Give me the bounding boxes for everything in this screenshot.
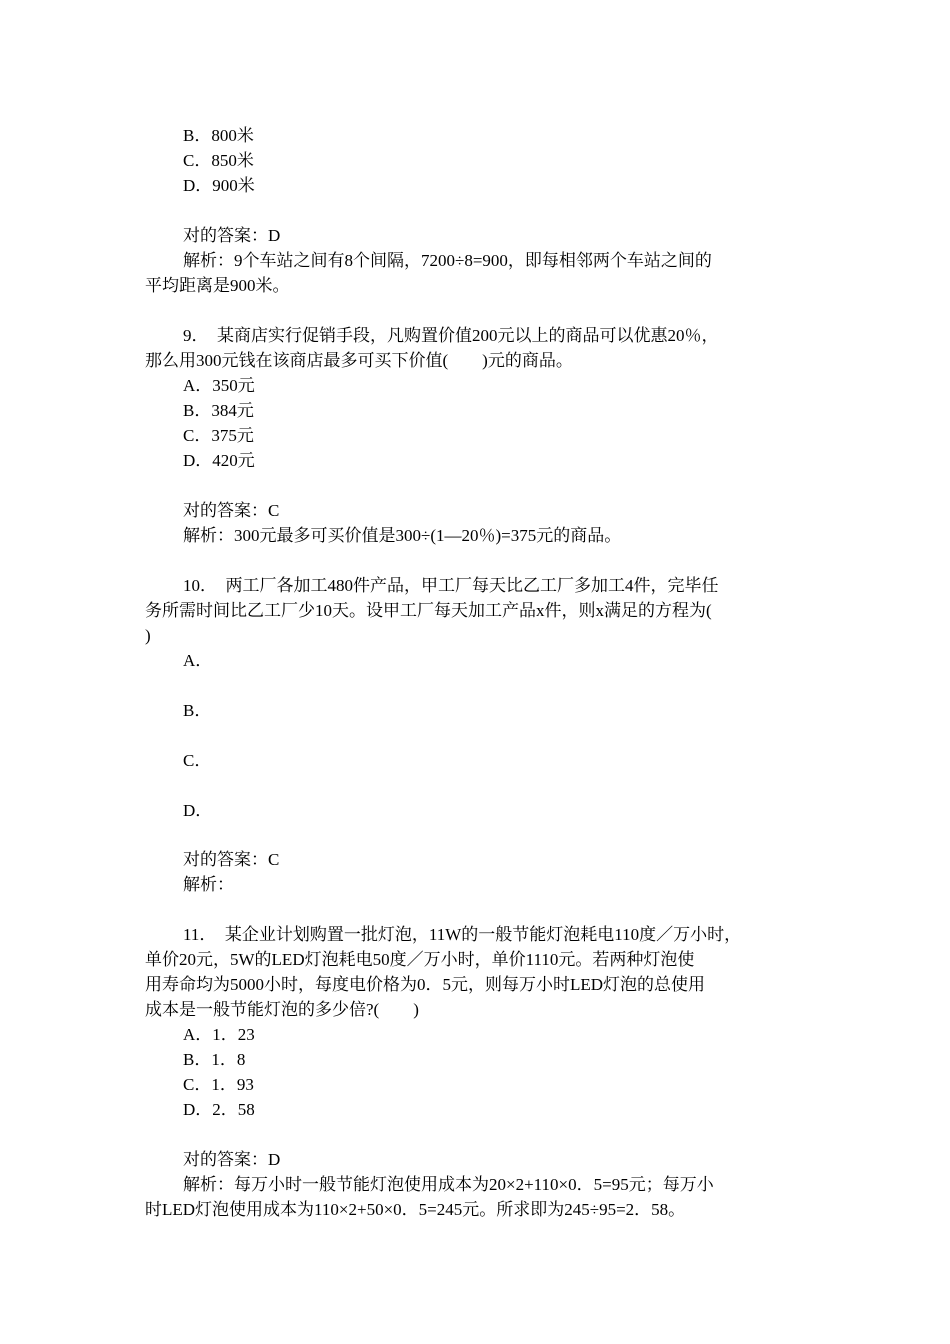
q10-option-b: B． (183, 701, 212, 720)
q10-option-d: D． (183, 801, 213, 820)
q8-option-d: D．900米 (183, 176, 255, 195)
q11-analysis-line-2: 时LED灯泡使用成本为110×2+50×0．5=245元。所求即为245÷95=2．58。 (145, 1200, 686, 1219)
q9-option-b: B．384元 (183, 401, 254, 420)
q9-stem-line-2: 那么用300元钱在该商店最多可买下价值( )元的商品。 (145, 351, 573, 370)
q10-stem-line-3: ) (145, 626, 151, 645)
q9-option-a: A．350元 (183, 376, 255, 395)
q8-answer: 对的答案：D (183, 226, 281, 245)
q9-analysis: 解析：300元最多可买价值是300÷(1—20％)=375元的商品。 (183, 526, 622, 545)
q10-option-c: C． (183, 751, 212, 770)
q11-stem-line-1: 11． 某企业计划购置一批灯泡，11W的一般节能灯泡耗电110度／万小时， (183, 925, 742, 944)
q11-stem-line-2: 单价20元，5W的LED灯泡耗电50度／万小时，单价1110元。若两种灯泡使 (145, 950, 695, 969)
q8-analysis-line-1: 解析：9个车站之间有8个间隔，7200÷8=900，即每相邻两个车站之间的 (183, 251, 712, 270)
q9-stem-line-1: 9． 某商店实行促销手段，凡购置价值200元以上的商品可以优惠20％， (183, 326, 719, 345)
q8-option-c: C．850米 (183, 151, 254, 170)
q11-answer: 对的答案：D (183, 1150, 281, 1169)
q11-stem-line-4: 成本是一般节能灯泡的多少倍?( ) (145, 1000, 419, 1019)
q9-option-d: D．420元 (183, 451, 255, 470)
q11-option-b: B．1．8 (183, 1050, 246, 1069)
q10-stem-line-2: 务所需时间比乙工厂少10天。设甲工厂每天加工产品x件，则x满足的方程为( (145, 601, 712, 620)
q9-option-c: C．375元 (183, 426, 254, 445)
q10-stem-line-1: 10． 两工厂各加工480件产品，甲工厂每天比乙工厂多加工4件，完毕任 (183, 576, 719, 595)
q11-analysis-line-1: 解析：每万小时一般节能灯泡使用成本为20×2+110×0．5=95元；每万小 (183, 1175, 714, 1194)
q10-answer: 对的答案：C (183, 850, 280, 869)
q8-option-b: B．800米 (183, 126, 254, 145)
q11-option-a: A．1．23 (183, 1025, 255, 1044)
q11-option-d: D．2．58 (183, 1100, 255, 1119)
q10-analysis: 解析： (183, 875, 234, 894)
q11-stem-line-3: 用寿命均为5000小时，每度电价格为0．5元，则每万小时LED灯泡的总使用 (145, 975, 706, 994)
q9-answer: 对的答案：C (183, 501, 280, 520)
q10-option-a: A． (183, 651, 213, 670)
q8-analysis-line-2: 平均距离是900米。 (145, 276, 290, 295)
q11-option-c: C．1．93 (183, 1075, 254, 1094)
